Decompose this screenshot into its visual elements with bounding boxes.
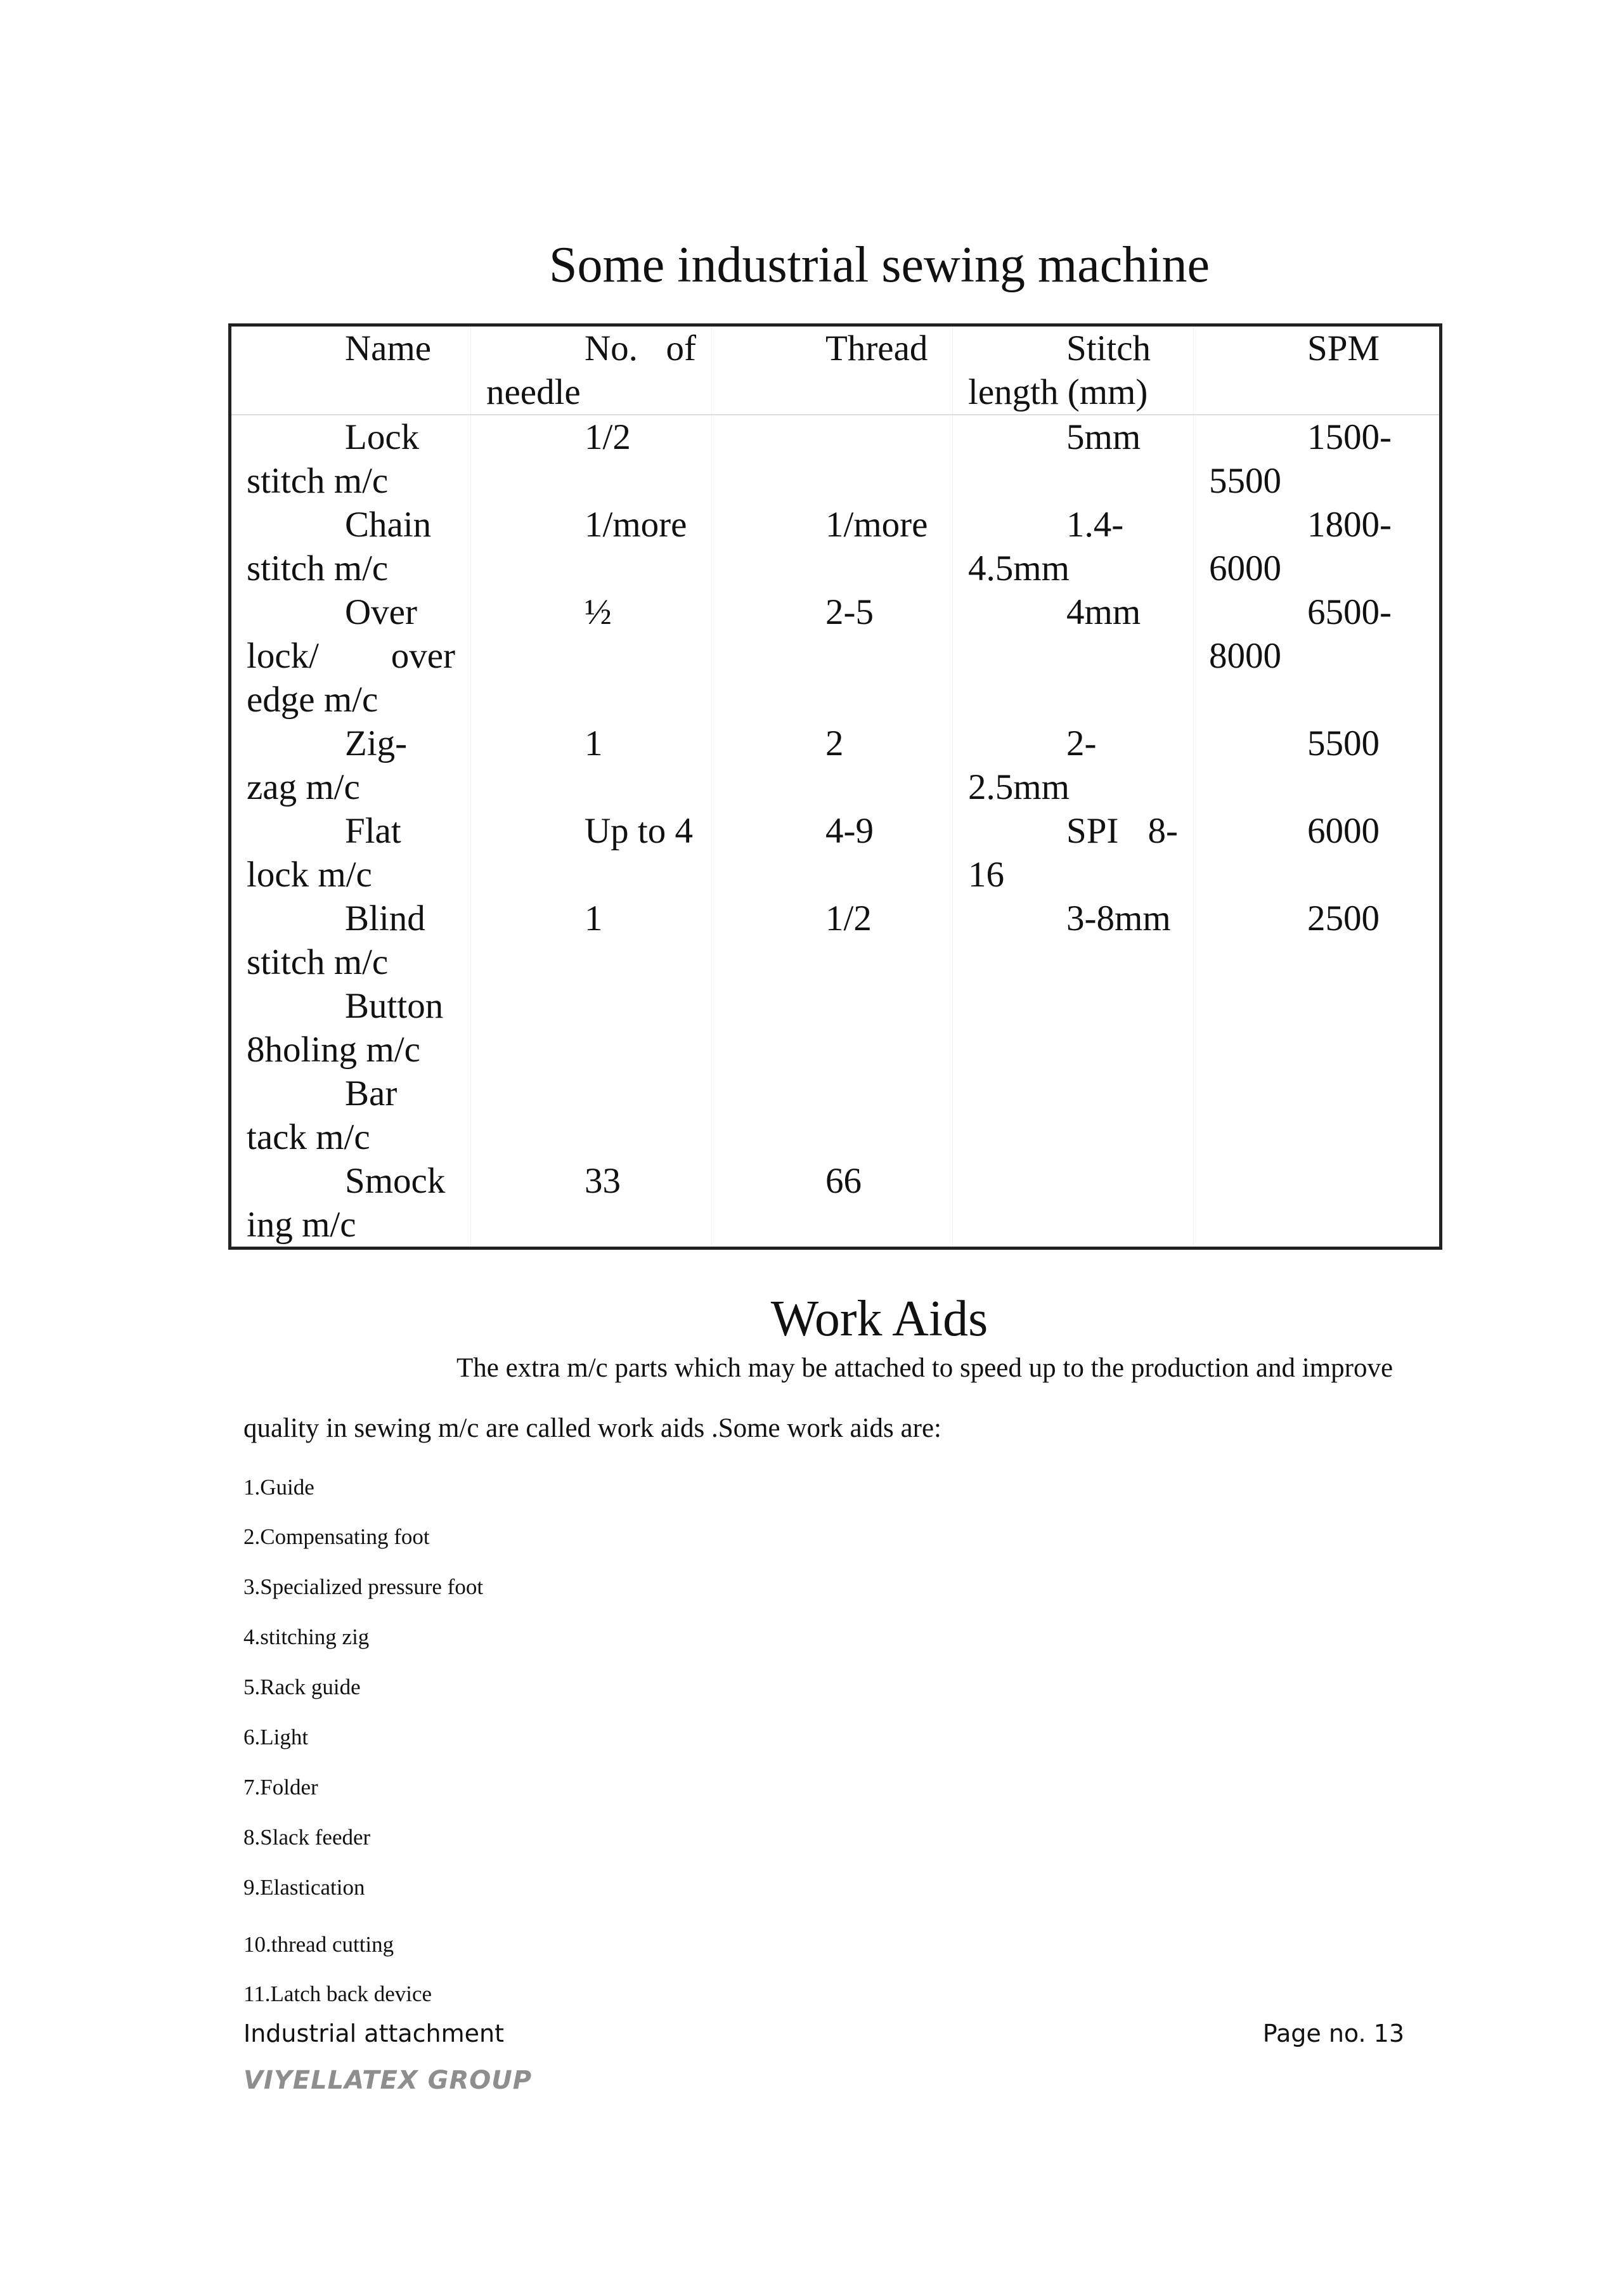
footer-page-number: Page no. 13: [1262, 2020, 1404, 2047]
cell-thread: [712, 1072, 953, 1159]
cell-thread: 66: [712, 1159, 953, 1249]
cell-stitch-length: [953, 1159, 1194, 1249]
cell-stitch-length: SPI 8-16: [953, 809, 1194, 897]
table-row: [230, 897, 1441, 984]
cell-spm: 5500: [1194, 722, 1441, 809]
cell-stitch-length: [953, 984, 1194, 1072]
cell-name: Chain stitch m/c: [247, 505, 432, 588]
cell-name: Flat lock m/c: [247, 811, 401, 895]
cell-name: Lock stitch m/c: [247, 417, 420, 501]
cell-needle: 1/more: [471, 503, 712, 590]
list-item: 1.Guide: [243, 1475, 314, 1500]
cell-needle: [471, 984, 712, 1072]
cell-needle: 1/2: [471, 415, 712, 503]
cell-needle: ½: [471, 590, 712, 722]
list-item: 6.Light: [243, 1725, 309, 1749]
sewing-machine-table: [228, 323, 1442, 1250]
work-aids-intro-line-1: The extra m/c parts which may be attached to speed up to the production and improve: [456, 1353, 1393, 1383]
cell-stitch-length: [953, 1072, 1194, 1159]
cell-name: Over lock/ over edge m/c: [247, 592, 455, 720]
cell-needle: [471, 1072, 712, 1159]
cell-spm: 6000: [1194, 809, 1441, 897]
cell-name: Bar tack m/c: [247, 1073, 398, 1157]
cell-name: Blind stitch m/c: [247, 898, 425, 982]
cell-spm: 1500-5500: [1194, 415, 1441, 503]
list-item: 10.thread cutting: [243, 1932, 394, 1957]
cell-spm: [1194, 1159, 1441, 1249]
list-item: 2.Compensating foot: [243, 1524, 430, 1549]
cell-thread: 2: [712, 722, 953, 809]
cell-stitch-length: 3-8mm: [953, 897, 1194, 984]
header-name: Name: [230, 325, 471, 415]
table-row: [230, 722, 1441, 809]
cell-thread: [712, 415, 953, 503]
cell-stitch-length: 4mm: [953, 590, 1194, 722]
table-row: [230, 415, 1441, 503]
table-row: [230, 1159, 1441, 1249]
table-row: [230, 984, 1441, 1072]
list-item: 9.Elastication: [243, 1875, 365, 1900]
cell-stitch-length: 2-2.5mm: [953, 722, 1194, 809]
cell-spm: 1800-6000: [1194, 503, 1441, 590]
cell-stitch-length: 1.4-4.5mm: [953, 503, 1194, 590]
table-header-row: [230, 325, 1441, 415]
cell-name: Button 8holing m/c: [247, 986, 444, 1070]
cell-thread: 2-5: [712, 590, 953, 722]
table-row: [230, 1072, 1441, 1159]
cell-spm: [1194, 1072, 1441, 1159]
header-spm: SPM: [1194, 325, 1441, 415]
cell-name: Smock ing m/c: [247, 1161, 446, 1245]
list-item: 3.Specialized pressure foot: [243, 1574, 484, 1599]
section-heading-work-aids: Work Aids: [770, 1291, 988, 1347]
work-aids-intro-line-2: quality in sewing m/c are called work aids .Some work aids are:: [243, 1413, 941, 1443]
header-needle: No. of needle: [471, 325, 712, 415]
list-item: 5.Rack guide: [243, 1675, 361, 1699]
table-row: [230, 503, 1441, 590]
cell-spm: [1194, 984, 1441, 1072]
cell-name: Zig-zag m/c: [247, 723, 408, 807]
cell-thread: 4-9: [712, 809, 953, 897]
list-item: 11.Latch back device: [243, 1981, 432, 2006]
cell-spm: 2500: [1194, 897, 1441, 984]
table-row: [230, 809, 1441, 897]
list-item: 8.Slack feeder: [243, 1825, 371, 1850]
cell-needle: 33: [471, 1159, 712, 1249]
header-stitch-length: Stitch length (mm): [953, 325, 1194, 415]
page-title: Some industrial sewing machine: [548, 237, 1210, 293]
cell-thread: 1/more: [712, 503, 953, 590]
cell-needle: 1: [471, 897, 712, 984]
cell-thread: [712, 984, 953, 1072]
company-logo: VIYELLATEX GROUP: [243, 2066, 533, 2095]
cell-spm: 6500-8000: [1194, 590, 1441, 722]
list-item: 4.stitching zig: [243, 1625, 370, 1649]
footer-document-title: Industrial attachment: [243, 2020, 505, 2047]
table-row: [230, 590, 1441, 722]
cell-needle: 1: [471, 722, 712, 809]
list-item: 7.Folder: [243, 1775, 318, 1800]
header-thread: Thread: [712, 325, 953, 415]
cell-thread: 1/2: [712, 897, 953, 984]
cell-stitch-length: 5mm: [953, 415, 1194, 503]
cell-needle: Up to 4: [471, 809, 712, 897]
